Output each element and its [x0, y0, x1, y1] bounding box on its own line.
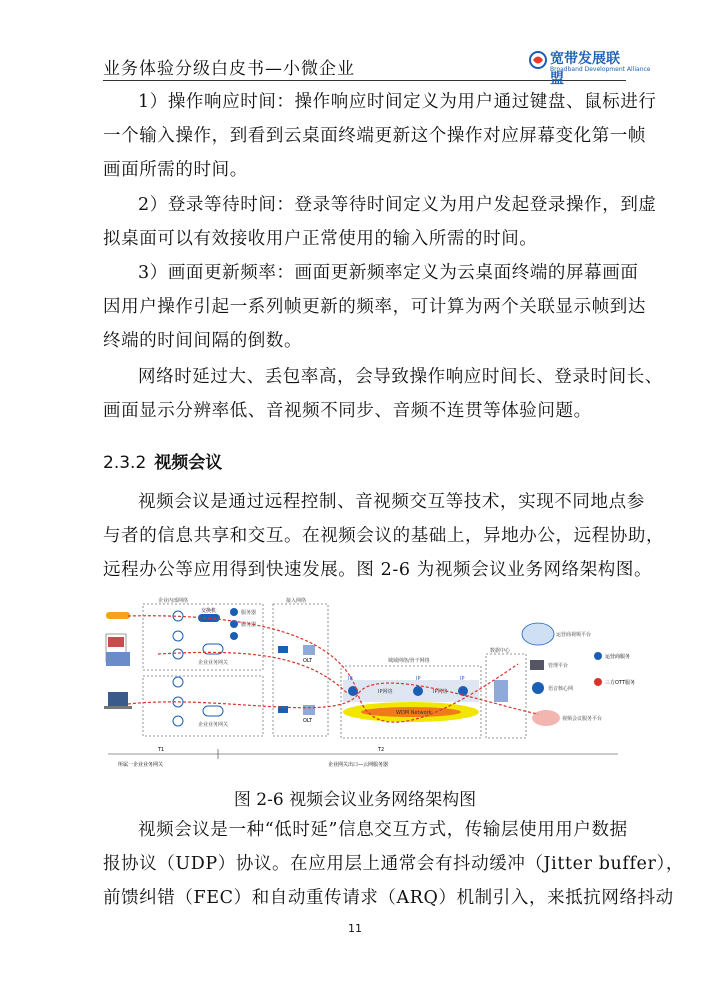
olt-icon-1: [303, 645, 315, 664]
label-platform: 运营商视频平台: [556, 632, 592, 638]
text-line: 终端的时间间隔的倒数。: [103, 331, 303, 351]
text-line: 画面显示分辨率低、音视频不同步、音频不连贯等体验问题。: [103, 401, 592, 421]
label-access-net: 接入网络: [286, 598, 307, 604]
header-title: 业务体验分级白皮书—小微企业: [103, 59, 355, 79]
phone-icon: [106, 612, 130, 619]
paragraph-login-time: [103, 188, 657, 256]
label-t1: T1: [158, 747, 165, 753]
cloud-platform-icon: [522, 623, 591, 645]
label-cloud-service: 视频会议服务平台: [562, 716, 603, 722]
text-line: 网络时延过大、丢包率高，会导致操作响应时间长、登录时间长、: [138, 367, 663, 387]
gateway-icon-2: [198, 706, 228, 728]
network-architecture-diagram: [98, 594, 638, 780]
paragraph-network-issues: [103, 360, 663, 428]
text-line: 一个输入操作，到看到云桌面终端更新这个操作对应屏幕变化第一帧: [103, 126, 646, 146]
label-ip1: IP: [348, 676, 353, 682]
label-switch: 交换机: [201, 608, 217, 614]
logo-cn-text: 宽带发展联盟: [550, 51, 620, 87]
label-server2: 服务器: [241, 622, 257, 628]
label-ip-net1: IP网络: [378, 689, 393, 695]
label-datacenter: 数据中心: [490, 648, 511, 654]
label-ip2: IP: [416, 676, 421, 682]
label-metro-net: 城域网络/骨干网络: [388, 658, 430, 664]
label-core: 语音核心网: [548, 686, 574, 692]
paragraph-refresh-rate: [103, 256, 646, 358]
text-line: 画面所需的时间。: [103, 160, 248, 180]
text-line: 视频会议是一种“低时延”信息交互方式，传输层使用用户数据: [138, 820, 628, 840]
text-line: 视频会议是通过远程控制、音视频交互等技术，实现不同地点参: [138, 492, 645, 512]
section-number: 2.3.2: [103, 453, 147, 473]
text-line: 报协议（UDP）协议。在应用层上通常会有抖动缓冲（Jitter buffer），: [103, 854, 684, 874]
text-line: 前馈纠错（FEC）和自动重传请求（ARQ）机制引入，来抵抗网络抖动: [103, 888, 674, 908]
datacenter-router-icon: [494, 680, 508, 702]
section-heading: [103, 448, 222, 473]
text-line: 拟桌面可以有效接收用户正常使用的输入所需的时间。: [103, 229, 538, 249]
text-line: 2）登录等待时间：登录等待时间定义为用户发起登录操作，到虚: [138, 195, 657, 215]
label-ip3: IP: [460, 676, 465, 682]
logo-en-text: Broadband Development Alliance: [550, 66, 651, 73]
label-wdm: WDM Network: [396, 710, 432, 716]
page-header: [103, 48, 651, 87]
label-ip-net2: IP网络: [433, 689, 448, 695]
cloud-service-icon: [532, 710, 602, 726]
label-olt2: OLT: [303, 718, 313, 724]
bda-logo-icon: [528, 50, 548, 70]
paragraph-video-intro: [103, 485, 665, 587]
label-bottom-left: 所属一企业业务网关: [118, 762, 164, 768]
label-server1: 服务器: [241, 610, 257, 616]
traffic-paths: [128, 616, 538, 722]
switch-icon: [198, 607, 220, 622]
label-enterprise-net: 企业内部网络: [158, 598, 189, 604]
label-bottom-right: 企业网关出口—云网服务器: [328, 762, 389, 768]
bda-logo: [528, 48, 651, 87]
server-icons: [230, 608, 256, 640]
gateway-icon-1: [198, 644, 228, 666]
label-olt1: OLT: [303, 658, 313, 664]
legend: [594, 652, 635, 686]
voice-core-icon: [532, 682, 573, 694]
text-line: 因用户操作引起一系列帧更新的频率，可计算为两个关联显示帧到达: [103, 297, 646, 317]
section-title: 视频会议: [154, 453, 223, 473]
label-operator-service: 运营商服务: [605, 654, 631, 660]
onu-icons: [278, 646, 288, 713]
mgmt-platform-icon: [530, 660, 568, 670]
label-gateway1: 企业业务网关: [198, 660, 229, 666]
paragraph-video-latency: [103, 813, 684, 915]
label-ott-service: 三方OTT服务: [605, 680, 635, 686]
text-line: 与者的信息共享和交互。在视频会议的基础上，异地办公，远程协助，: [103, 526, 665, 546]
label-gateway2: 企业业务网关: [198, 722, 229, 728]
paragraph-response-time: [103, 85, 657, 187]
text-line: 1）操作响应时间：操作响应时间定义为用户通过键盘、鼠标进行: [138, 92, 657, 112]
label-t2: T2: [378, 747, 385, 753]
meeting-screen-icon: [106, 652, 130, 666]
page-number: 11: [348, 922, 362, 935]
text-line: 3）画面更新频率：画面更新频率定义为云桌面终端的屏幕画面: [138, 263, 639, 283]
enterprise-endpoints: [173, 611, 183, 726]
label-mgmt: 管理平台: [548, 663, 569, 669]
figure-caption: 图 2-6 视频会议业务网络架构图: [233, 790, 477, 810]
text-line: 远程办公等应用得到快速发展。图 2-6 为视频会议业务网络架构图。: [103, 560, 653, 580]
laptop-icon: [104, 692, 132, 709]
